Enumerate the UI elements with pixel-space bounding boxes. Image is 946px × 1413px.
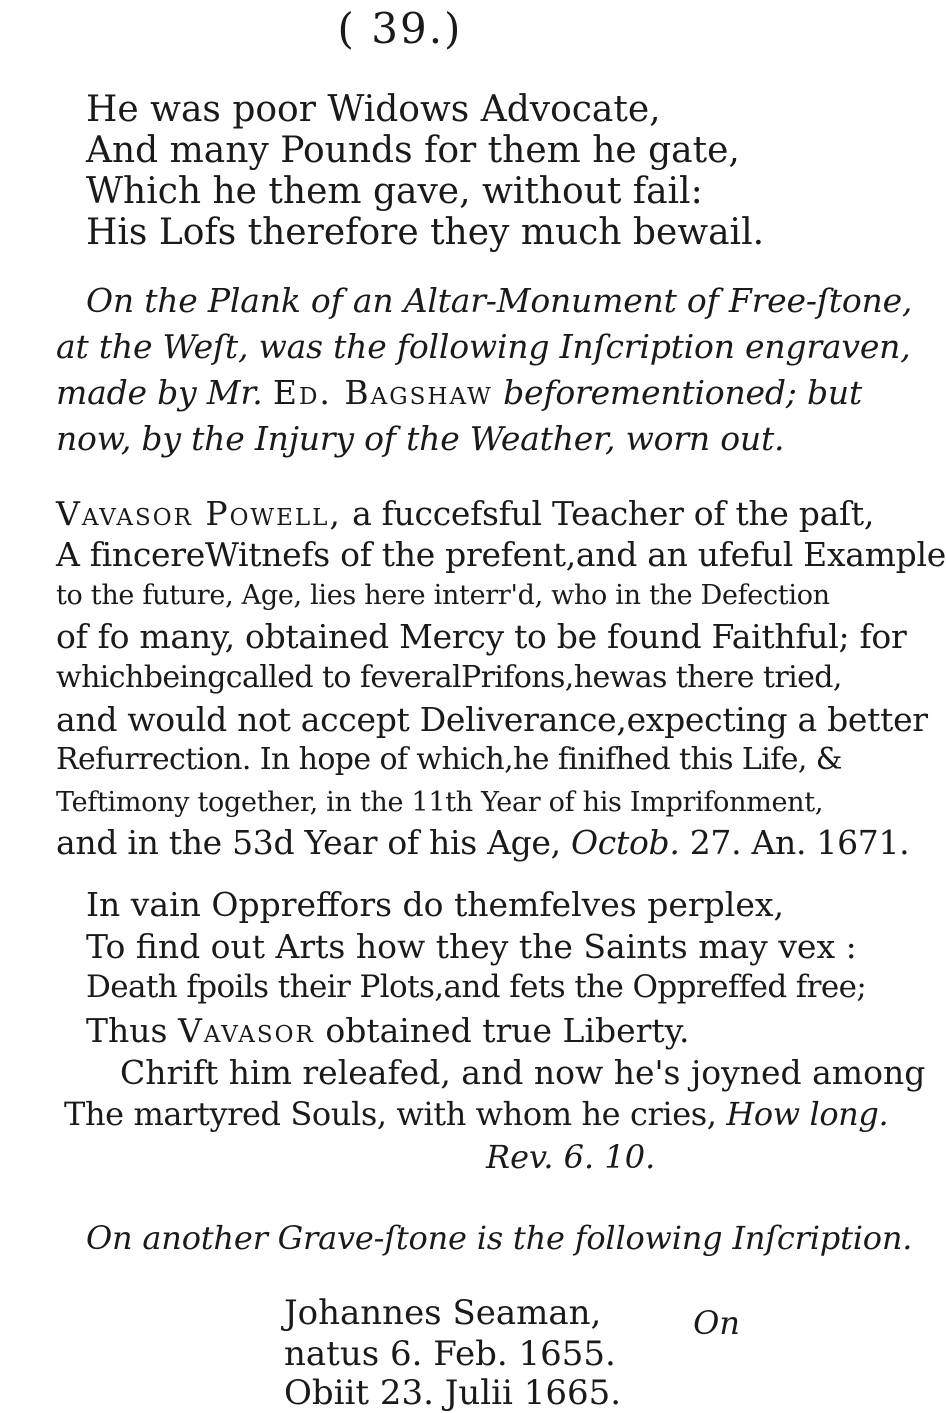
scripture-reference: Rev. 6. 10. <box>486 1138 656 1176</box>
inscription-text: a fuccefsful Teacher of the paſt, <box>352 494 875 533</box>
section-heading-line: now, by the Injury of the Weather, worn out. <box>56 419 785 458</box>
inscription-line <box>56 494 875 533</box>
verse-line: In vain Oppreffors do themfelves perplex, <box>86 885 784 924</box>
section-heading: On another Grave-ſtone is the following Inſcription. <box>86 1219 913 1257</box>
section-heading-line <box>56 373 863 412</box>
person-name: Ed. Bagshaw <box>272 373 493 412</box>
inscription-text: 27. An. 1671. <box>689 823 910 862</box>
inscription-line <box>56 823 910 862</box>
inscription-text: and in the 53d Year of his Age, <box>56 823 561 862</box>
epitaph-line: Johannes Seaman, <box>284 1293 602 1333</box>
verse-text: obtained true Liberty. <box>325 1011 690 1050</box>
inscription-line: to the future, Age, lies here interr'd, who in the Defection <box>56 580 830 611</box>
verse-line: To find out Arts how they the Saints may vex : <box>86 927 857 966</box>
section-heading-line: On the Plank of an Altar-Monument of Free-ſtone, <box>86 281 913 320</box>
heading-text: beforementioned; but <box>503 373 863 412</box>
verse-line <box>86 1011 690 1050</box>
verse-line <box>64 1095 889 1133</box>
page-number: ( 39.) <box>337 4 463 53</box>
verse-line: He was poor Widows Advocate, <box>86 89 661 130</box>
inscription-date: Octob. <box>571 823 680 862</box>
inscription-line: Refurrection. In hope of which,he finifhed this Life, & <box>56 742 842 777</box>
person-name: Vavasor <box>177 1011 315 1050</box>
epitaph-line: Obiit 23. Julii 1665. <box>284 1373 622 1413</box>
person-name: Vavasor Powell, <box>56 494 342 533</box>
verse-text: The martyred Souls, with whom he cries, <box>64 1095 717 1133</box>
inscription-line: Teftimony together, in the 11th Year of his Imprifonment, <box>56 787 824 818</box>
verse-line: Which he them gave, without fail: <box>86 171 703 212</box>
section-heading-line: at the Weſt, was the following Inſcription engraven, <box>56 327 911 366</box>
epitaph-line: natus 6. Feb. 1655. <box>284 1334 616 1374</box>
inscription-line: A fincereWitnefs of the prefent,and an ufeful Example <box>56 535 946 574</box>
catchword: On <box>693 1304 740 1342</box>
verse-line: Chrift him releafed, and now he's joyned among <box>120 1053 926 1092</box>
verse-line: His Lofs therefore they much bewail. <box>86 212 765 253</box>
inscription-line: whichbeingcalled to feveralPrifons,hewas there tried, <box>56 660 842 695</box>
verse-line: And many Pounds for them he gate, <box>86 130 740 171</box>
verse-text: Thus <box>86 1011 168 1050</box>
heading-text: made by Mr. <box>56 373 263 412</box>
inscription-line: of fo many, obtained Mercy to be found Faithful; for <box>56 617 907 656</box>
verse-quote: How long. <box>726 1095 889 1133</box>
verse-line: Death fpoils their Plots,and fets the Oppreffed free; <box>86 969 867 1005</box>
inscription-line: and would not accept Deliverance,expecting a better <box>56 700 928 739</box>
